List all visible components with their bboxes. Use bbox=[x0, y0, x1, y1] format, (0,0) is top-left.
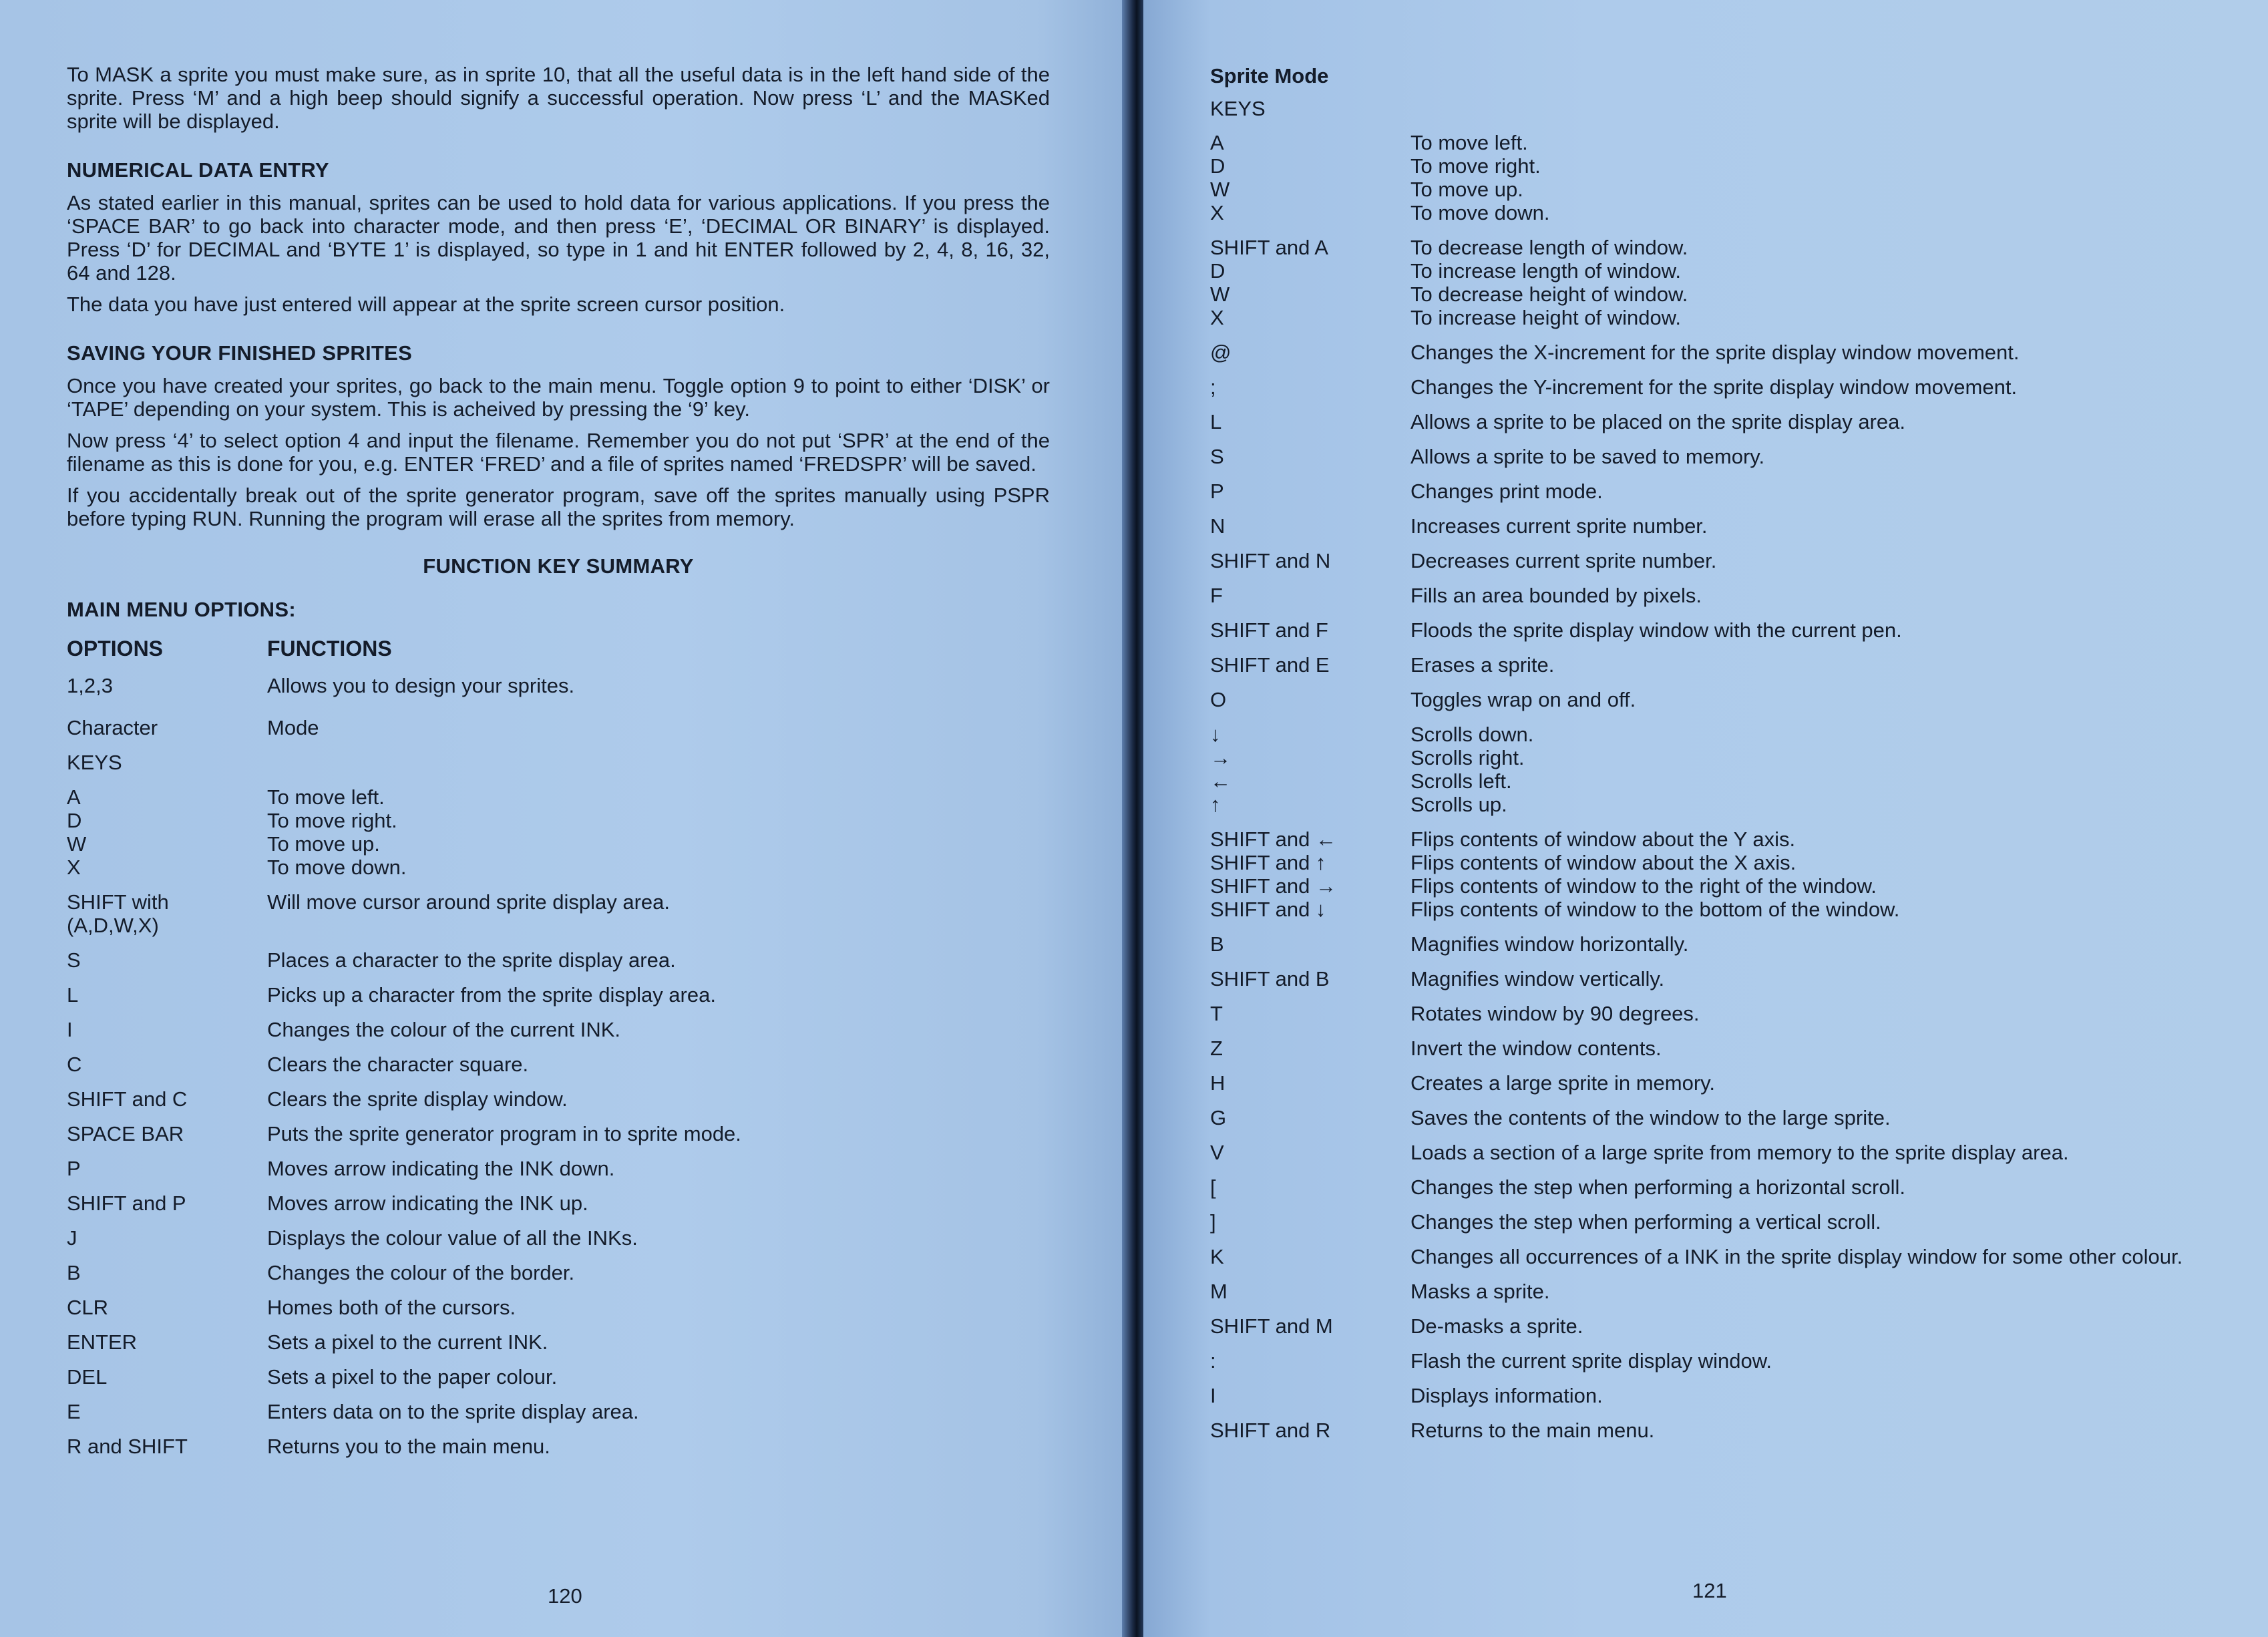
key-desc: To increase height of window. bbox=[1410, 306, 1681, 329]
key: P bbox=[67, 1157, 81, 1180]
key: D bbox=[1210, 154, 1225, 178]
key-desc: Moves arrow indicating the INK down. bbox=[267, 1157, 615, 1180]
key: @ bbox=[1210, 341, 1232, 364]
key-desc: Moves arrow indicating the INK up. bbox=[267, 1192, 588, 1215]
table-row bbox=[67, 1053, 1050, 1076]
key: Z bbox=[1210, 1037, 1223, 1060]
key-desc: To move down. bbox=[267, 856, 407, 879]
table-row bbox=[67, 1400, 1050, 1423]
numerical-paragraph-1: As stated earlier in this manual, sprites can be used to hold data for various applications. If you press the ‘SPACE BAR’ to go back into character mode, and then press ‘E’, ‘DECIMAL OR BINARY’ is displayed. Press ‘D’ for DECIMAL and ‘BYTE 1’ is displayed, so type in 1 and hit ENTER followed by 2, 4, 8, 16, 32, 64 and 128. bbox=[67, 191, 1050, 285]
key-desc: Flips contents of window to the bottom of the window. bbox=[1410, 898, 1900, 921]
scroll-keys-group bbox=[1210, 723, 2232, 816]
key-desc: Displays information. bbox=[1410, 1384, 1603, 1407]
key: H bbox=[1210, 1071, 1225, 1095]
key-desc: Puts the sprite generator program in to sprite mode. bbox=[267, 1122, 741, 1145]
table-row bbox=[1210, 898, 2232, 921]
key-desc: Rotates window by 90 degrees. bbox=[1410, 1002, 1700, 1025]
table-row bbox=[1210, 1349, 2232, 1373]
key: M bbox=[1210, 1280, 1227, 1303]
key: SHIFT and B bbox=[1210, 967, 1330, 990]
key-desc: Allows a sprite to be placed on the sprite display area. bbox=[1410, 410, 1905, 433]
saving-paragraph-1: Once you have created your sprites, go back to the main menu. Toggle option 9 to point to either ‘DISK’ or ‘TAPE’ depending on your system. This is acheived by pressing the ‘9’ key. bbox=[67, 374, 1050, 421]
arrow-up-icon: ↑ bbox=[1210, 793, 1221, 816]
key-desc: Flips contents of window to the right of the window. bbox=[1410, 874, 1877, 898]
key-desc: To decrease length of window. bbox=[1410, 236, 1688, 259]
key-desc: Changes the X-increment for the sprite display window movement. bbox=[1410, 341, 2020, 364]
left-page bbox=[0, 0, 1127, 1637]
option-key: Character bbox=[67, 716, 158, 739]
table-row bbox=[1210, 1071, 2232, 1095]
key: SHIFT and ← bbox=[1210, 828, 1336, 851]
page-number-left: 120 bbox=[548, 1584, 582, 1608]
options-column-header: OPTIONS bbox=[67, 636, 164, 661]
table-row bbox=[67, 1087, 1050, 1111]
key-desc: Allows a sprite to be saved to memory. bbox=[1410, 445, 1765, 468]
table-row bbox=[1210, 828, 2232, 851]
table-row bbox=[1210, 375, 2232, 399]
table-row bbox=[1210, 932, 2232, 956]
key: SHIFT and A bbox=[1210, 236, 1328, 259]
key-desc: Scrolls up. bbox=[1410, 793, 1507, 816]
key: X bbox=[67, 856, 81, 879]
key-desc: Returns to the main menu. bbox=[1410, 1419, 1655, 1442]
table-row bbox=[67, 890, 1050, 937]
key-desc: Sets a pixel to the current INK. bbox=[267, 1330, 548, 1354]
table-row bbox=[67, 785, 1050, 809]
table-row bbox=[1210, 306, 2232, 329]
table-row bbox=[67, 832, 1050, 856]
key-desc: Clears the character square. bbox=[267, 1053, 529, 1076]
key: S bbox=[1210, 445, 1224, 468]
table-row bbox=[1210, 723, 2232, 746]
key-desc: Decreases current sprite number. bbox=[1410, 549, 1717, 572]
table-row bbox=[1210, 746, 2232, 769]
key: SHIFT and F bbox=[1210, 618, 1328, 642]
table-row bbox=[67, 1157, 1050, 1180]
table-row bbox=[1210, 154, 2232, 178]
saving-paragraph-2: Now press ‘4’ to select option 4 and input the filename. Remember you do not put ‘SPR’ at the end of the filename as this is done for you, e.g. ENTER ‘FRED’ and a file of sprites named ‘FREDSPR’ will be saved. bbox=[67, 429, 1050, 476]
key-desc: To move down. bbox=[1410, 201, 1550, 224]
functions-column-header: FUNCTIONS bbox=[267, 636, 392, 661]
key: I bbox=[1210, 1384, 1216, 1407]
key-desc: Loads a section of a large sprite from memory to the sprite display area. bbox=[1410, 1141, 2069, 1164]
table-row bbox=[1210, 236, 2232, 259]
key-desc: To increase length of window. bbox=[1410, 259, 1681, 283]
table-row bbox=[1210, 769, 2232, 793]
key: ENTER bbox=[67, 1330, 138, 1354]
key: SHIFT and P bbox=[67, 1192, 186, 1215]
sprite-mode-title: Sprite Mode bbox=[1210, 64, 1329, 87]
table-row bbox=[1210, 1384, 2232, 1407]
window-size-keys-group bbox=[1210, 236, 2232, 329]
key: N bbox=[1210, 514, 1225, 538]
mask-paragraph: To MASK a sprite you must make sure, as in sprite 10, that all the useful data is in the left hand side of the sprite. Press ‘M’ and a high beep should signify a successful operation. Now press ‘L’ and the MASKed sprite will be displayed. bbox=[67, 63, 1050, 133]
key: D bbox=[67, 809, 82, 832]
key-desc: Scrolls right. bbox=[1410, 746, 1525, 769]
key-desc: Changes the colour of the border. bbox=[267, 1261, 575, 1284]
key-desc: Magnifies window vertically. bbox=[1410, 967, 1665, 990]
key-line-1: SHIFT with bbox=[67, 890, 169, 914]
key: : bbox=[1210, 1349, 1216, 1373]
key-desc: To move right. bbox=[1410, 154, 1541, 178]
key-desc: Places a character to the sprite display area. bbox=[267, 948, 676, 972]
left-page-content bbox=[67, 63, 1050, 1469]
table-row bbox=[1210, 688, 2232, 711]
table-row bbox=[67, 1226, 1050, 1250]
key: W bbox=[1210, 283, 1230, 306]
key: SHIFT and M bbox=[1210, 1314, 1333, 1338]
key: SHIFT and N bbox=[1210, 549, 1331, 572]
key: L bbox=[67, 983, 79, 1007]
key-desc: To move up. bbox=[267, 832, 380, 856]
key-desc: Changes print mode. bbox=[1410, 480, 1603, 503]
key: SHIFT and → bbox=[1210, 874, 1336, 898]
key: X bbox=[1210, 306, 1224, 329]
table-row bbox=[67, 1018, 1050, 1041]
numerical-paragraph-2: The data you have just entered will appear at the sprite screen cursor position. bbox=[67, 293, 785, 316]
table-row bbox=[1210, 1245, 2232, 1268]
key-desc: Picks up a character from the sprite display area. bbox=[267, 983, 716, 1007]
table-row bbox=[1210, 410, 2232, 433]
key: C bbox=[67, 1053, 82, 1076]
key-desc: Clears the sprite display window. bbox=[267, 1087, 568, 1111]
keys-label: KEYS bbox=[67, 751, 122, 774]
key: SHIFT and ↓ bbox=[1210, 898, 1326, 921]
arrow-down-icon: ↓ bbox=[1210, 723, 1221, 746]
table-row bbox=[1210, 851, 2232, 874]
table-row bbox=[1210, 259, 2232, 283]
saving-heading: SAVING YOUR FINISHED SPRITES bbox=[67, 341, 413, 365]
key: V bbox=[1210, 1141, 1224, 1164]
key: L bbox=[1210, 410, 1222, 433]
table-row bbox=[67, 1365, 1050, 1389]
table-row bbox=[1210, 1280, 2232, 1303]
table-row bbox=[1210, 1314, 2232, 1338]
table-row bbox=[1210, 131, 2232, 154]
key: ; bbox=[1210, 375, 1216, 399]
key: J bbox=[67, 1226, 77, 1250]
key-desc: To move up. bbox=[1410, 178, 1523, 201]
table-row bbox=[1210, 1037, 2232, 1060]
table-row bbox=[1210, 618, 2232, 642]
table-row bbox=[1210, 584, 2232, 607]
key: R and SHIFT bbox=[67, 1435, 188, 1458]
arrow-left-icon: ← bbox=[1210, 769, 1231, 793]
table-row bbox=[67, 674, 1050, 697]
table-row bbox=[67, 1330, 1050, 1354]
right-page bbox=[1143, 0, 2268, 1637]
key: E bbox=[67, 1400, 81, 1423]
key: [ bbox=[1210, 1175, 1216, 1199]
table-row bbox=[67, 1261, 1050, 1284]
table-row bbox=[67, 1122, 1050, 1145]
key-desc: Sets a pixel to the paper colour. bbox=[267, 1365, 558, 1389]
key: G bbox=[1210, 1106, 1227, 1129]
table-row bbox=[1210, 793, 2232, 816]
table-row bbox=[1210, 967, 2232, 990]
key-desc: Changes all occurrences of a INK in the sprite display window for some other colour. bbox=[1410, 1245, 2183, 1268]
table-row bbox=[67, 1296, 1050, 1319]
key: SHIFT and C bbox=[67, 1087, 188, 1111]
function-key-summary-heading: FUNCTION KEY SUMMARY bbox=[423, 554, 694, 578]
option-desc: Allows you to design your sprites. bbox=[267, 674, 575, 697]
key-desc: Fills an area bounded by pixels. bbox=[1410, 584, 1702, 607]
key: ] bbox=[1210, 1210, 1216, 1234]
table-row bbox=[67, 983, 1050, 1007]
table-row bbox=[1210, 1175, 2232, 1199]
key: SHIFT and E bbox=[1210, 653, 1330, 677]
main-menu-heading: MAIN MENU OPTIONS: bbox=[67, 598, 296, 621]
key: SHIFT and R bbox=[1210, 1419, 1331, 1442]
move-keys-group bbox=[67, 785, 1050, 879]
key-desc: Will move cursor around sprite display area. bbox=[267, 890, 671, 914]
key-desc: Changes the colour of the current INK. bbox=[267, 1018, 621, 1041]
table-row bbox=[1210, 283, 2232, 306]
key: P bbox=[1210, 480, 1224, 503]
option-desc: Mode bbox=[267, 716, 319, 739]
key-desc: Floods the sprite display window with the current pen. bbox=[1410, 618, 1902, 642]
table-row bbox=[67, 948, 1050, 972]
move-keys-group bbox=[1210, 131, 2232, 224]
key: F bbox=[1210, 584, 1223, 607]
key-desc: To move left. bbox=[267, 785, 385, 809]
key: D bbox=[1210, 259, 1225, 283]
key: SPACE BAR bbox=[67, 1122, 184, 1145]
key-desc: Returns you to the main menu. bbox=[267, 1435, 550, 1458]
table-row bbox=[1210, 653, 2232, 677]
table-row bbox=[1210, 1419, 2232, 1442]
table-row bbox=[67, 716, 1050, 739]
key: W bbox=[67, 832, 87, 856]
key: B bbox=[67, 1261, 81, 1284]
arrow-right-icon: → bbox=[1210, 746, 1231, 769]
key-desc: To move left. bbox=[1410, 131, 1528, 154]
table-row bbox=[1210, 445, 2232, 468]
key: CLR bbox=[67, 1296, 109, 1319]
key: W bbox=[1210, 178, 1230, 201]
key: B bbox=[1210, 932, 1224, 956]
key-desc: Scrolls left. bbox=[1410, 769, 1512, 793]
key: O bbox=[1210, 688, 1227, 711]
table-header bbox=[67, 637, 1050, 661]
table-row bbox=[1210, 549, 2232, 572]
key-desc: Displays the colour value of all the INKs. bbox=[267, 1226, 638, 1250]
key: K bbox=[1210, 1245, 1224, 1268]
option-key: 1,2,3 bbox=[67, 674, 113, 697]
key-desc: Erases a sprite. bbox=[1410, 653, 1555, 677]
key-desc: Increases current sprite number. bbox=[1410, 514, 1708, 538]
saving-paragraph-3: If you accidentally break out of the sprite generator program, save off the sprites manually using PSPR before typing RUN. Running the program will erase all the sprites from memory. bbox=[67, 484, 1050, 530]
key-desc: To decrease height of window. bbox=[1410, 283, 1688, 306]
key-desc: Changes the step when performing a horizontal scroll. bbox=[1410, 1175, 1905, 1199]
table-row bbox=[1210, 341, 2232, 364]
key: A bbox=[67, 785, 81, 809]
table-row bbox=[1210, 1106, 2232, 1129]
keys-label: KEYS bbox=[1210, 97, 1266, 120]
flip-keys-group bbox=[1210, 828, 2232, 921]
table-row bbox=[67, 1192, 1050, 1215]
key-desc: Flips contents of window about the X axis. bbox=[1410, 851, 1797, 874]
key-line-2: (A,D,W,X) bbox=[67, 914, 159, 937]
key: T bbox=[1210, 1002, 1223, 1025]
key: X bbox=[1210, 201, 1224, 224]
key: DEL bbox=[67, 1365, 108, 1389]
key-desc: Changes the step when performing a vertical scroll. bbox=[1410, 1210, 1881, 1234]
keys-label-row bbox=[67, 751, 1050, 774]
table-row bbox=[1210, 480, 2232, 503]
key-desc: Changes the Y-increment for the sprite display window movement. bbox=[1410, 375, 2018, 399]
table-row bbox=[67, 856, 1050, 879]
key-desc: Flash the current sprite display window. bbox=[1410, 1349, 1772, 1373]
key-desc: Enters data on to the sprite display area. bbox=[267, 1400, 639, 1423]
key-desc: Creates a large sprite in memory. bbox=[1410, 1071, 1715, 1095]
key-desc: De-masks a sprite. bbox=[1410, 1314, 1583, 1338]
key-desc: Magnifies window horizontally. bbox=[1410, 932, 1689, 956]
key-desc: Invert the window contents. bbox=[1410, 1037, 1662, 1060]
key-desc: Toggles wrap on and off. bbox=[1410, 688, 1636, 711]
table-row bbox=[1210, 178, 2232, 201]
table-row bbox=[1210, 874, 2232, 898]
key-desc: Homes both of the cursors. bbox=[267, 1296, 516, 1319]
key-desc: To move right. bbox=[267, 809, 397, 832]
key-desc: Masks a sprite. bbox=[1410, 1280, 1550, 1303]
key: S bbox=[67, 948, 81, 972]
key: I bbox=[67, 1018, 73, 1041]
table-row bbox=[1210, 201, 2232, 224]
key-desc: Saves the contents of the window to the large sprite. bbox=[1410, 1106, 1891, 1129]
table-row bbox=[1210, 1141, 2232, 1164]
table-row bbox=[1210, 514, 2232, 538]
table-row bbox=[67, 1435, 1050, 1458]
key: SHIFT and ↑ bbox=[1210, 851, 1326, 874]
key-desc: Flips contents of window about the Y axis. bbox=[1410, 828, 1796, 851]
right-page-content bbox=[1210, 64, 2232, 1453]
numerical-heading: NUMERICAL DATA ENTRY bbox=[67, 158, 329, 182]
page-number-right: 121 bbox=[1692, 1579, 1727, 1602]
table-row bbox=[1210, 1002, 2232, 1025]
key-desc: Scrolls down. bbox=[1410, 723, 1534, 746]
key bbox=[67, 890, 267, 937]
table-row bbox=[67, 809, 1050, 832]
key: A bbox=[1210, 131, 1224, 154]
table-row bbox=[1210, 1210, 2232, 1234]
